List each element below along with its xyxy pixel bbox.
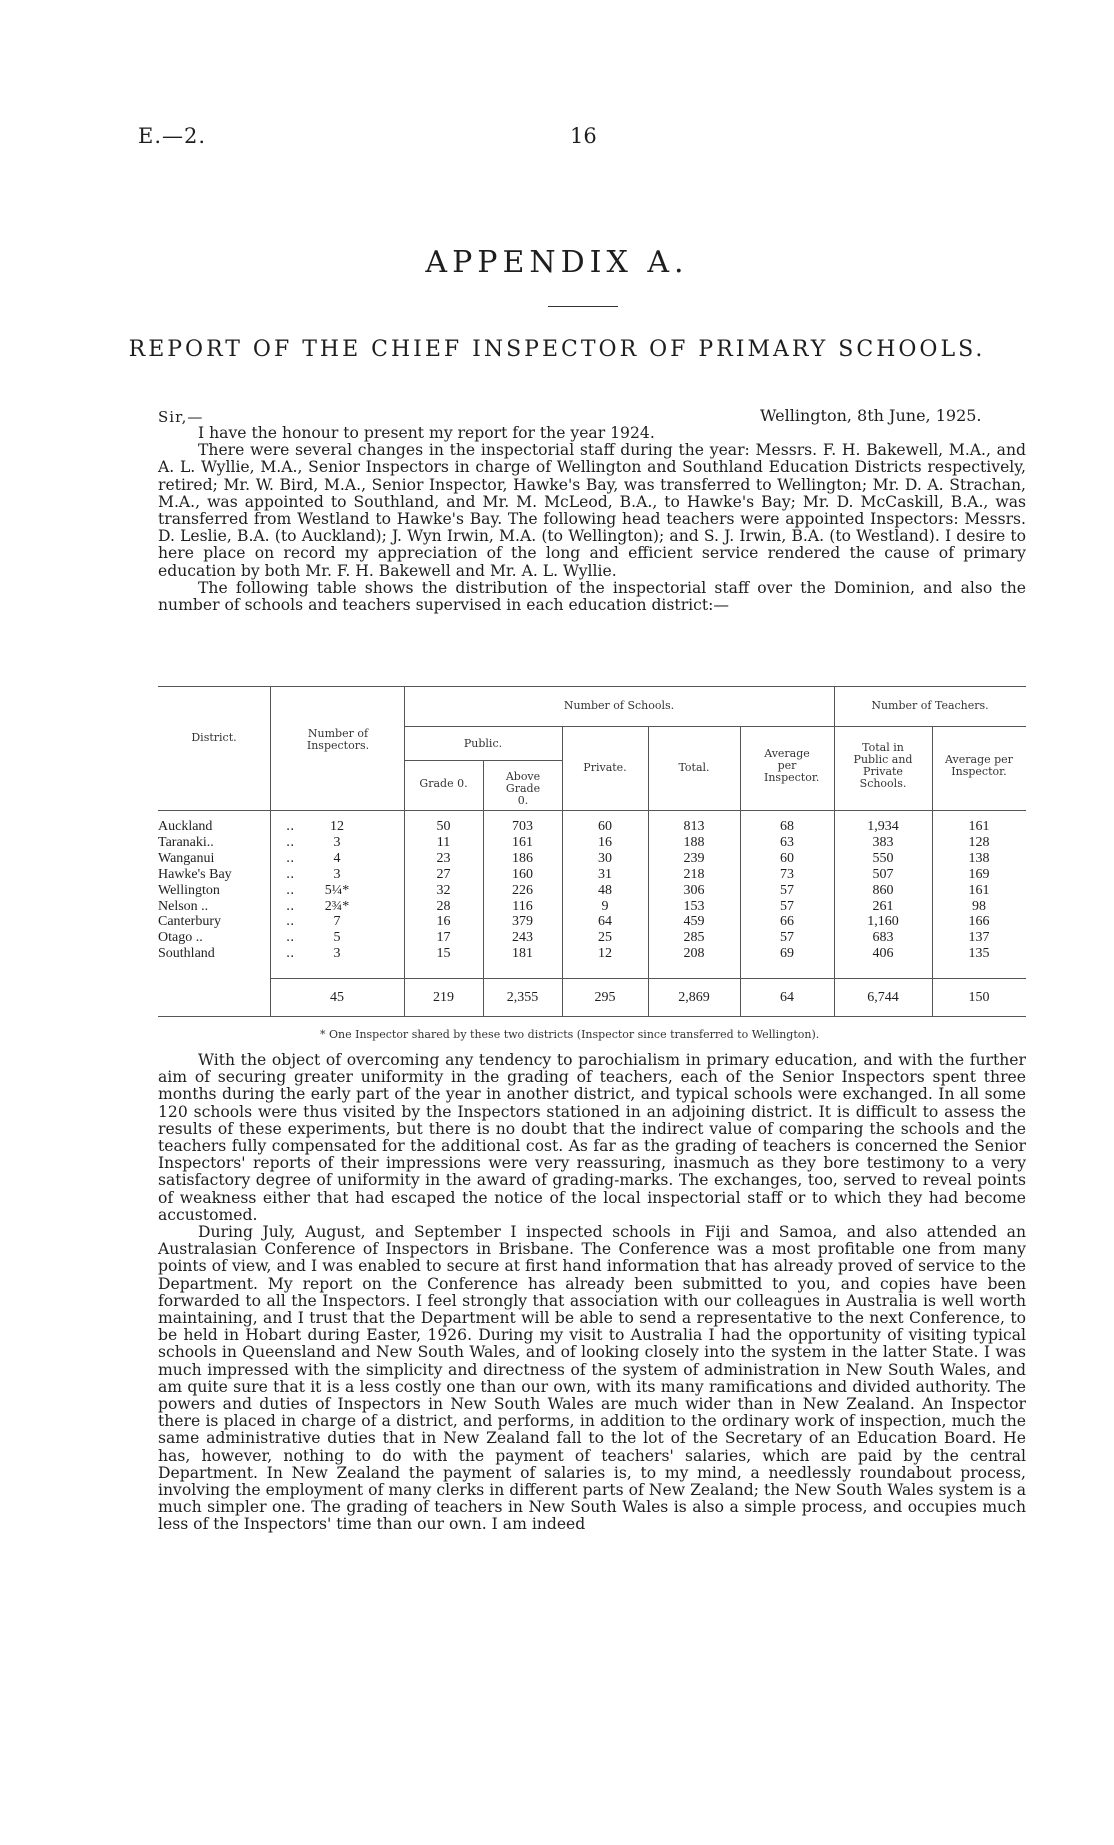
cell-grade0: 17: [436, 930, 451, 946]
leader-dots: ..: [286, 898, 295, 914]
cell-tavg: 161: [968, 882, 990, 898]
district-name: Wanganui: [158, 850, 215, 866]
table-footnote: * One Inspector shared by these two districts (Inspector since transferred to Wellington).: [320, 1028, 820, 1041]
cell-private: 9: [601, 898, 609, 914]
cell-grade0: 15: [436, 946, 451, 962]
district-name: Taranaki..: [158, 834, 214, 850]
cell-tavg: 166: [968, 914, 990, 930]
cell-above: 703: [512, 819, 533, 834]
cell-tavg: 128: [968, 834, 990, 850]
cell-tavg: 98: [972, 898, 986, 914]
header-total: Total.: [678, 761, 710, 774]
leader-dots: ..: [286, 930, 295, 946]
cell-tavg: 138: [968, 850, 990, 866]
header-public: Public.: [463, 737, 503, 750]
paragraph: During July, August, and September I inspected schools in Fiji and Samoa, and also attended an Australasian Conference of Inspectors in Brisbane. The Conference was a most profitable one from many points of view, and I was enabled to secure at first hand information that has already proved of service to the Department. My report on the Conference has already been submitted to you, and copies have been forwarded to all the Inspectors. I feel strongly that association with our colleagues in Australia is well worth maintaining, and I trust that the Department will be able to send a representative to the next Conference, to be held in Hobart during Easter, 1926. During my visit to Australia I had the opportunity of visiting typical schools in Queensland and New South Wales, and of looking closely into the system in the latter State. I was much impressed with the simplicity and directness of the system of administration in New South Wales, and am quite sure that it is a less costly one than our own, with its many ramifications and divided authority. The powers and duties of Inspectors in New South Wales are much wider than in New Zealand. An Inspector there is placed in charge of a district, and performs, in addition to the ordinary work of inspection, much the same administrative duties that in New Zealand fall to the lot of the Secretary of an Education Board. He has, however, nothing to do with the payment of teachers' salaries, which are paid by the central Department. In New Zealand the payment of salaries is, to my mind, a needlessly roundabout process, involving the employment of many clerks in different parts of New Zealand; the New South Wales system is a much simpler one. The grading of teachers in New South Wales is also a simple process, and occupies much less of the Inspectors' time than our own. I am indeed: [158, 1223, 1026, 1534]
header-teachers-group: Number of Teachers.: [871, 699, 989, 712]
cell-above: 243: [512, 930, 533, 946]
cell-total: 285: [683, 930, 705, 946]
table-rule-bottom: [158, 1016, 1026, 1017]
intro-section: [158, 425, 1026, 614]
cell-teachers: 860: [872, 882, 894, 898]
cell-teachers: 1,934: [867, 819, 899, 834]
report-subtitle: REPORT OF THE CHIEF INSPECTOR OF PRIMARY SCHOOLS.: [128, 337, 986, 362]
cell-avg: 63: [780, 834, 794, 850]
table-rule-header: [158, 810, 1026, 811]
cell-above: 226: [512, 882, 533, 898]
cell-private: 48: [598, 882, 612, 898]
cell-total: 208: [683, 946, 705, 962]
cell-inspectors: 5¼*: [324, 882, 350, 898]
dateline: Wellington, 8th June, 1925.: [760, 406, 982, 425]
cell-tavg: 161: [968, 819, 990, 834]
cell-above: 181: [512, 946, 533, 962]
cell-teachers: 406: [872, 946, 894, 962]
cell-inspectors: 7: [333, 914, 341, 930]
cell-private: 12: [598, 946, 612, 962]
total-private: 295: [594, 990, 616, 1005]
cell-inspectors: 3: [333, 834, 341, 850]
header-teachers-avg: Average per Inspector.: [945, 753, 1013, 778]
cell-teachers: 1,160: [867, 914, 899, 930]
document-code: E.—2.: [138, 124, 207, 148]
total-total: 2,869: [678, 990, 710, 1005]
district-name: Hawke's Bay: [158, 866, 232, 882]
cell-avg: 57: [780, 898, 794, 914]
district-name: Wellington: [158, 882, 220, 898]
cell-teachers: 550: [872, 850, 894, 866]
cell-grade0: 11: [436, 834, 451, 850]
teachers-group-rule: [834, 726, 1026, 727]
paragraph: With the object of overcoming any tendency to parochialism in primary education, and with the further aim of securing greater uniformity in the grading of teachers, each of the Senior Inspectors spent three months during the early part of the year in another district, and typical schools were exchanged. In all some 120 schools were thus visited by the Inspectors stationed in an adjoining district. It is difficult to assess the results of these experiments, but there is no doubt that the indirect value of comparing the schools and the teachers fully compensated for the additional cost. As far as the grading of teachers is concerned the Senior Inspectors' reports of their impressions were very reassuring, inasmuch as they bore testimony to a very satisfactory degree of uniformity in the award of grading-marks. The exchanges, too, served to reveal points of weakness either that had escaped the notice of the local inspectorial staff or to which they had become accustomed.: [158, 1051, 1026, 1224]
cell-grade0: 23: [436, 850, 451, 866]
leader-dots: ..: [286, 882, 295, 898]
header-grade0: Grade 0.: [419, 777, 468, 790]
cell-inspectors: 3: [333, 946, 341, 962]
cell-grade0: 32: [436, 882, 451, 898]
cell-avg: 60: [780, 850, 794, 866]
cell-grade0: 27: [436, 866, 451, 882]
cell-inspectors: 4: [333, 850, 341, 866]
leader-dots: ..: [286, 946, 295, 962]
cell-inspectors: 3: [333, 866, 341, 882]
cell-total: 218: [683, 866, 705, 882]
header-teachers-total: Total in Public and Private Schools.: [853, 741, 913, 790]
total-teachers: 6,744: [867, 990, 899, 1005]
cell-private: 60: [598, 819, 612, 834]
district-name: Southland: [158, 946, 215, 962]
cell-teachers: 383: [872, 834, 894, 850]
cell-total: 459: [683, 914, 705, 930]
cell-teachers: 683: [872, 930, 894, 946]
salutation: Sir,—: [158, 408, 204, 426]
cell-avg: 69: [780, 946, 794, 962]
leader-dots: ..: [286, 914, 295, 930]
cell-above: 161: [512, 834, 533, 850]
appendix-title: APPENDIX A.: [425, 245, 689, 280]
cell-teachers: 261: [872, 898, 894, 914]
cell-above: 160: [512, 866, 533, 882]
cell-grade0: 16: [436, 914, 451, 930]
cell-above: 186: [512, 850, 533, 866]
cell-private: 16: [598, 834, 612, 850]
paragraph: There were several changes in the inspectorial staff during the year: Messrs. F. H. Bakewell, M.A., and A. L. Wyllie, M.A., Senior Inspectors in charge of Wellington and Southland Education Districts respectively, retired; Mr. W. Bird, M.A., Senior Inspector, Hawke's Bay, was transferred to Wellington; Mr. D. A. Strachan, M.A., was appointed to Southland, and Mr. M. McLeod, B.A., to Hawke's Bay; Mr. D. McCaskill, B.A., was transferred from Westland to Hawke's Bay. The following head teachers were appointed Inspectors: Messrs. D. Leslie, B.A. (to Auckland); J. Wyn Irwin, M.A. (to Wellington); and S. J. Irwin, B.A. (to Westland). I desire to here place on record my appreciation of the long and efficient service rendered the cause of primary education by both Mr. F. H. Bakewell and Mr. A. L. Wyllie.: [158, 441, 1026, 580]
total-inspectors: 45: [330, 990, 344, 1005]
leader-dots: ..: [286, 834, 295, 850]
cell-total: 306: [683, 882, 705, 898]
cell-private: 64: [598, 914, 612, 930]
cell-total: 813: [683, 819, 705, 834]
total-above: 2,355: [506, 990, 539, 1005]
cell-teachers: 507: [872, 866, 894, 882]
cell-total: 188: [683, 834, 705, 850]
header-inspectors: Number of Inspectors.: [306, 727, 370, 752]
cell-avg: 73: [780, 866, 794, 882]
leader-dots: ..: [286, 850, 295, 866]
total-grade0: 219: [433, 990, 454, 1005]
cell-tavg: 135: [968, 946, 990, 962]
district-name: Canterbury: [158, 914, 221, 930]
cell-avg: 57: [780, 882, 794, 898]
cell-tavg: 169: [968, 866, 990, 882]
cell-tavg: 137: [968, 930, 990, 946]
cell-inspectors: 5: [333, 930, 341, 946]
header-private: Private.: [583, 761, 627, 774]
header-above-grade0: Above Grade 0.: [505, 770, 541, 807]
total-avg: 64: [780, 990, 794, 1005]
paragraph: I have the honour to present my report for the year 1924.: [198, 424, 655, 442]
cell-inspectors: 12: [330, 819, 344, 834]
header-schools-group: Number of Schools.: [563, 699, 675, 712]
cell-private: 30: [598, 850, 612, 866]
cell-avg: 66: [780, 914, 794, 930]
cell-total: 239: [683, 850, 705, 866]
cell-private: 25: [598, 930, 612, 946]
schools-group-rule: [404, 726, 834, 727]
leader-dots: ..: [286, 819, 295, 834]
paragraph: The following table shows the distribution of the inspectorial staff over the Dominion, and also the number of schools and teachers supervised in each education district:—: [158, 578, 1026, 615]
cell-total: 153: [683, 898, 705, 914]
leader-dots: ..: [286, 866, 295, 882]
total-tavg: 150: [968, 990, 990, 1005]
cell-grade0: 28: [436, 898, 451, 914]
cell-grade0: 50: [436, 819, 451, 834]
title-rule: [548, 306, 618, 307]
cell-avg: 68: [780, 819, 794, 834]
header-avg-schools: Average per Inspector.: [764, 747, 820, 784]
page-number: 16: [570, 124, 597, 148]
cell-inspectors: 2¾*: [324, 898, 350, 914]
inspectors-table: [158, 686, 1026, 1026]
district-name: Otago ..: [158, 930, 203, 946]
cell-above: 116: [512, 898, 533, 914]
cell-avg: 57: [780, 930, 794, 946]
cell-private: 31: [598, 866, 612, 882]
body-section: [158, 1052, 1026, 1534]
table-rule-top: [158, 686, 1026, 687]
header-district: District.: [191, 731, 237, 744]
cell-above: 379: [512, 914, 533, 930]
district-name: Auckland: [158, 819, 213, 834]
district-name: Nelson ..: [158, 898, 209, 914]
